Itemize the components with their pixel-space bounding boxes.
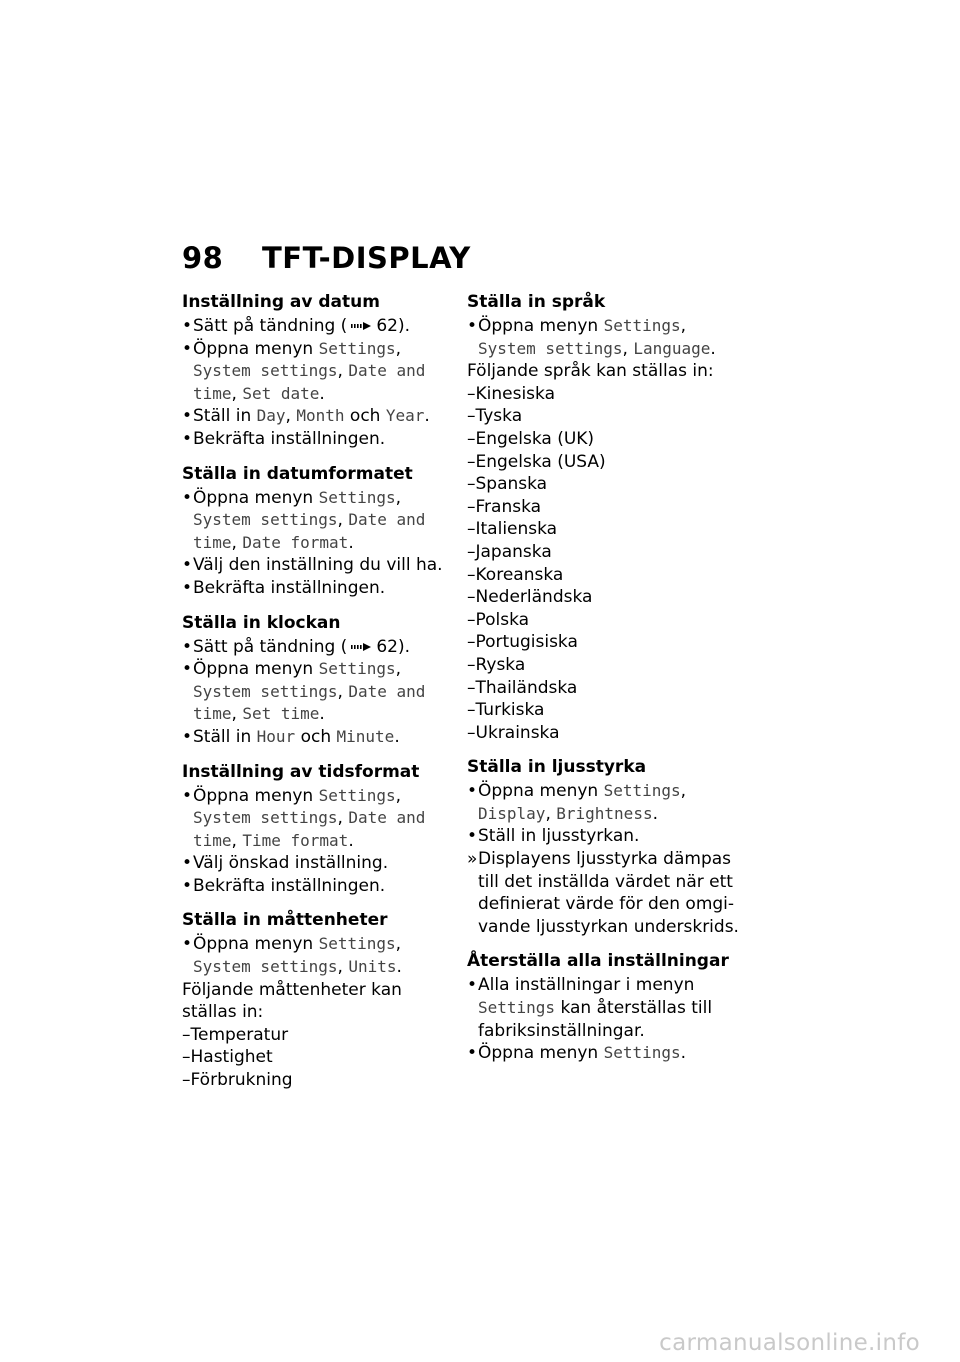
dash-marker: – bbox=[467, 587, 476, 608]
text-run: Öppna menyn bbox=[478, 1043, 604, 1064]
text-run: och bbox=[344, 406, 386, 427]
text-run: Displayens ljusstyrka dämpas till det inställda värdet när ett definierat värde för den omgivande ljusstyrkan underskrids. bbox=[478, 849, 739, 937]
bullet-item bbox=[182, 636, 444, 659]
page-reference-arrow-icon bbox=[350, 320, 372, 332]
text-run: Temperatur bbox=[190, 1024, 289, 1045]
menu-term: System settings bbox=[193, 808, 338, 828]
text-run: , bbox=[545, 803, 557, 824]
text-run: , bbox=[231, 830, 243, 851]
menu-term: Settings bbox=[318, 659, 396, 679]
dash-marker: – bbox=[467, 428, 476, 449]
bullet-item bbox=[467, 825, 739, 848]
menu-term: Minute bbox=[336, 726, 395, 746]
section-heading: Ställa in datumformatet bbox=[182, 463, 413, 484]
dash-marker: – bbox=[467, 451, 476, 472]
menu-term: Display bbox=[478, 803, 546, 823]
menu-term: System settings bbox=[193, 957, 338, 977]
text-run: Välj den inställning du vill ha. bbox=[193, 555, 443, 576]
section-heading: Ställa in måttenheter bbox=[182, 910, 388, 931]
section bbox=[182, 611, 444, 749]
dash-marker: – bbox=[467, 541, 476, 562]
text-run: , bbox=[395, 338, 402, 359]
text-run: Förbrukning bbox=[190, 1070, 293, 1091]
text-run: , bbox=[395, 659, 402, 680]
text-run: , bbox=[231, 383, 243, 404]
menu-term: Set time bbox=[242, 704, 320, 724]
bullet-marker: • bbox=[182, 577, 193, 598]
menu-term: Brightness bbox=[556, 803, 653, 823]
bullet-marker: • bbox=[182, 785, 193, 806]
dash-marker: – bbox=[467, 564, 476, 585]
menu-term: Date and time bbox=[193, 808, 426, 850]
menu-term: Set date bbox=[242, 383, 320, 403]
menu-term: Settings bbox=[603, 781, 681, 801]
right-column bbox=[467, 290, 739, 1076]
section-heading: Ställa in språk bbox=[467, 292, 606, 312]
text-run: Välj önskad inställning. bbox=[193, 853, 389, 874]
list-item bbox=[467, 428, 739, 451]
dash-marker: – bbox=[467, 677, 476, 698]
section-heading: Återställa alla inställningar bbox=[467, 951, 729, 972]
text-run: Turkiska bbox=[475, 700, 545, 721]
menu-term: System settings bbox=[193, 361, 338, 381]
list-item bbox=[182, 1024, 444, 1047]
section bbox=[182, 908, 444, 1091]
text-run: , bbox=[395, 785, 402, 806]
text-run: , bbox=[680, 316, 687, 336]
bullet-item bbox=[182, 577, 444, 600]
text-run: Spanska bbox=[475, 474, 548, 495]
dash-marker: – bbox=[467, 609, 476, 630]
menu-term: System settings bbox=[478, 338, 623, 358]
menu-term: Year bbox=[385, 406, 425, 426]
dash-marker: – bbox=[182, 1024, 191, 1045]
list-item bbox=[467, 586, 739, 609]
text-run: Ställ in bbox=[193, 726, 257, 747]
text-run: , bbox=[337, 808, 349, 829]
text-run: Portugisiska bbox=[475, 632, 578, 653]
text-run: , bbox=[337, 681, 349, 702]
bullet-marker: • bbox=[467, 975, 478, 996]
section bbox=[182, 760, 444, 898]
dash-marker: – bbox=[182, 1047, 191, 1068]
section bbox=[182, 462, 444, 600]
bullet-item bbox=[182, 487, 444, 555]
list-item bbox=[467, 473, 739, 496]
text-run: Nederländska bbox=[475, 587, 593, 608]
bullet-item bbox=[467, 780, 739, 825]
bullet-marker: • bbox=[182, 659, 193, 680]
section-heading: Inställning av tidsformat bbox=[182, 761, 420, 782]
text-run: Italienska bbox=[475, 519, 558, 540]
list-item bbox=[467, 699, 739, 722]
text-run: 62). bbox=[376, 636, 410, 657]
text-run: Sätt på tändning ( bbox=[193, 636, 348, 657]
text-run: Kinesiska bbox=[475, 383, 556, 404]
menu-term: Date and time bbox=[193, 361, 426, 403]
bullet-item bbox=[182, 315, 444, 338]
dash-marker: – bbox=[467, 474, 476, 495]
section-heading: Ställa in klockan bbox=[182, 612, 341, 633]
bullet-marker: • bbox=[182, 853, 193, 874]
dash-marker: – bbox=[467, 406, 476, 427]
text-run: . bbox=[319, 383, 325, 404]
watermark: carmanualsonline.info bbox=[659, 1330, 920, 1356]
text-run: Bekräfta inställningen. bbox=[193, 875, 386, 896]
text-run: . bbox=[394, 726, 400, 747]
list-item bbox=[467, 541, 739, 564]
list-item bbox=[467, 451, 739, 474]
text-run: Bekräfta inställningen. bbox=[193, 577, 386, 598]
text-run: Alla inställningar i menyn bbox=[478, 975, 695, 996]
text-run: Öppna menyn bbox=[478, 781, 604, 802]
bullet-item bbox=[467, 315, 739, 360]
bullet-item bbox=[182, 726, 444, 749]
bullet-item bbox=[182, 852, 444, 875]
menu-term: Day bbox=[256, 406, 286, 426]
menu-term: Settings bbox=[318, 487, 396, 507]
text-run: , bbox=[231, 532, 243, 553]
bullet-marker: • bbox=[467, 826, 478, 847]
bullet-marker: • bbox=[182, 934, 193, 955]
bullet-marker: • bbox=[182, 406, 193, 427]
chapter-title: TFT-DISPLAY bbox=[262, 241, 471, 275]
menu-term: Settings bbox=[318, 934, 396, 954]
menu-term: Time format bbox=[242, 830, 349, 850]
bullet-marker: • bbox=[182, 316, 193, 336]
paragraph bbox=[467, 360, 739, 383]
text-run: , bbox=[622, 338, 634, 359]
bullet-item bbox=[467, 974, 739, 1042]
dash-marker: – bbox=[467, 519, 476, 540]
menu-term: Month bbox=[296, 406, 345, 426]
dash-marker: – bbox=[467, 383, 476, 404]
bullet-item bbox=[467, 1042, 739, 1065]
result-marker: » bbox=[467, 849, 478, 870]
list-item bbox=[467, 609, 739, 632]
menu-term: Date and time bbox=[193, 510, 426, 552]
text-run: , bbox=[337, 510, 349, 531]
list-item bbox=[467, 496, 739, 519]
bullet-marker: • bbox=[467, 781, 478, 802]
list-item bbox=[467, 405, 739, 428]
bullet-marker: • bbox=[467, 1043, 478, 1064]
text-run: Sätt på tändning ( bbox=[193, 316, 348, 336]
section-heading: Inställning av datum bbox=[182, 292, 380, 312]
bullet-marker: • bbox=[182, 487, 193, 508]
menu-term: System settings bbox=[193, 510, 338, 530]
menu-term: Units bbox=[348, 957, 397, 977]
dash-marker: – bbox=[467, 722, 476, 743]
text-run: Bekräfta inställningen. bbox=[193, 428, 386, 449]
bullet-marker: • bbox=[182, 726, 193, 747]
menu-term: Date format bbox=[242, 532, 349, 552]
list-item bbox=[467, 518, 739, 541]
text-run: . bbox=[319, 704, 325, 725]
bullet-item bbox=[182, 785, 444, 853]
bullet-item bbox=[182, 875, 444, 898]
text-run: . bbox=[652, 803, 658, 824]
text-run: . bbox=[348, 532, 354, 553]
text-run: Ukrainska bbox=[475, 722, 560, 743]
menu-term: Hour bbox=[256, 726, 296, 746]
text-run: Följande måttenheter kan ställas in: bbox=[182, 979, 402, 1023]
text-run: . bbox=[348, 830, 354, 851]
menu-term: Settings bbox=[318, 785, 396, 805]
left-column bbox=[182, 290, 444, 1103]
text-run: Japanska bbox=[475, 541, 552, 562]
bullet-item bbox=[182, 405, 444, 428]
bullet-item bbox=[182, 658, 444, 726]
text-run: Franska bbox=[475, 496, 542, 517]
bullet-marker: • bbox=[182, 338, 193, 359]
text-run: Öppna menyn bbox=[193, 785, 319, 806]
list-item bbox=[467, 677, 739, 700]
menu-term: Settings bbox=[603, 316, 681, 335]
section bbox=[182, 290, 444, 451]
menu-term: Settings bbox=[318, 338, 396, 358]
bullet-marker: • bbox=[467, 316, 478, 336]
paragraph bbox=[182, 979, 444, 1024]
page-header bbox=[182, 238, 471, 278]
text-run: Öppna menyn bbox=[193, 338, 319, 359]
text-run: Öppna menyn bbox=[193, 487, 319, 508]
bullet-item bbox=[182, 933, 444, 978]
dash-marker: – bbox=[467, 700, 476, 721]
menu-term: Settings bbox=[603, 1043, 681, 1063]
bullet-marker: • bbox=[182, 555, 193, 576]
dash-marker: – bbox=[182, 1070, 191, 1091]
text-run: Engelska (USA) bbox=[475, 451, 606, 472]
text-run: , bbox=[395, 487, 402, 508]
text-run: , bbox=[285, 406, 297, 427]
page-number: 98 bbox=[182, 241, 224, 275]
text-run: . bbox=[424, 406, 430, 427]
section bbox=[467, 755, 739, 938]
text-run: Ställ in ljusstyrkan. bbox=[478, 826, 640, 847]
text-run: Koreanska bbox=[475, 564, 564, 585]
dash-marker: – bbox=[467, 632, 476, 653]
text-run: Ryska bbox=[475, 654, 526, 675]
text-run: Öppna menyn bbox=[478, 316, 604, 336]
text-run: Öppna menyn bbox=[193, 934, 319, 955]
text-run: , bbox=[337, 957, 349, 978]
text-run: . bbox=[396, 957, 402, 978]
result-item bbox=[467, 848, 739, 938]
menu-term: Date and time bbox=[193, 681, 426, 724]
menu-term: Settings bbox=[478, 998, 556, 1018]
list-item bbox=[467, 564, 739, 587]
menu-term: System settings bbox=[193, 681, 338, 701]
bullet-item bbox=[182, 428, 444, 451]
page-reference-arrow-icon bbox=[350, 641, 372, 653]
text-run: Tyska bbox=[475, 406, 523, 427]
text-run: . bbox=[710, 338, 716, 359]
text-run: 62). bbox=[376, 316, 410, 336]
text-run: Hastighet bbox=[190, 1047, 273, 1068]
list-item bbox=[467, 631, 739, 654]
text-run: , bbox=[395, 934, 402, 955]
bullet-marker: • bbox=[182, 428, 193, 449]
section-heading: Ställa in ljusstyrka bbox=[467, 757, 647, 778]
text-run: Följande språk kan ställas in: bbox=[467, 361, 714, 382]
list-item bbox=[182, 1046, 444, 1069]
list-item bbox=[467, 722, 739, 745]
section bbox=[467, 949, 739, 1064]
text-run: , bbox=[231, 704, 243, 725]
bullet-marker: • bbox=[182, 636, 193, 657]
text-run: , bbox=[680, 781, 687, 802]
bullet-item bbox=[182, 554, 444, 577]
menu-term: Language bbox=[633, 338, 711, 358]
dash-marker: – bbox=[467, 496, 476, 517]
bullet-item bbox=[182, 338, 444, 406]
bullet-marker: • bbox=[182, 875, 193, 896]
list-item bbox=[467, 654, 739, 677]
text-run: , bbox=[337, 361, 349, 382]
list-item bbox=[182, 1069, 444, 1092]
text-run: kan återställas till fabriksinställningar. bbox=[478, 998, 713, 1041]
text-run: Öppna menyn bbox=[193, 659, 319, 680]
text-run: Polska bbox=[475, 609, 530, 630]
section bbox=[467, 290, 739, 744]
dash-marker: – bbox=[467, 654, 476, 675]
list-item bbox=[467, 383, 739, 406]
text-run: Engelska (UK) bbox=[475, 428, 595, 449]
text-run: Ställ in bbox=[193, 406, 257, 427]
text-run: och bbox=[295, 726, 337, 747]
text-run: . bbox=[680, 1043, 687, 1064]
text-run: Thailändska bbox=[475, 677, 578, 698]
